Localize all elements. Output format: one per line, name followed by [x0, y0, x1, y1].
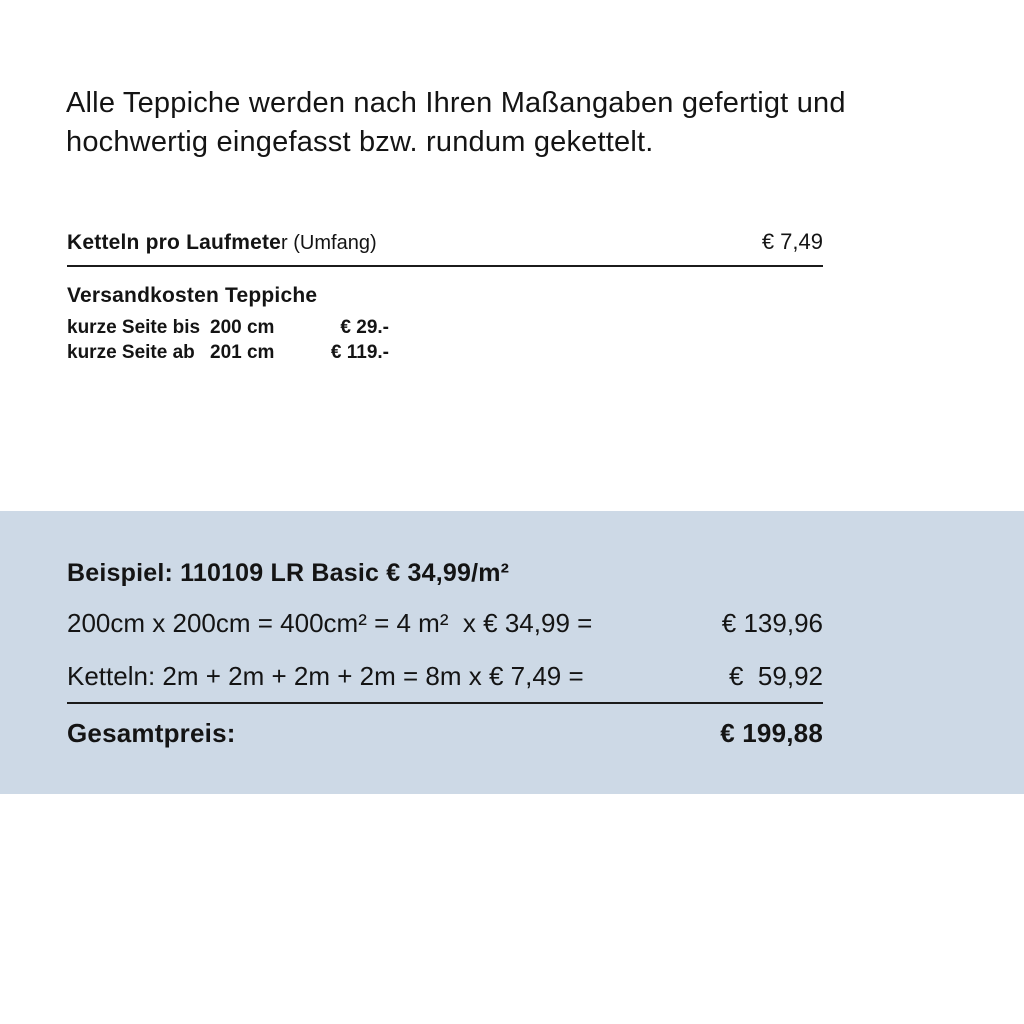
- versand-row-label: kurze Seite bis: [67, 317, 201, 338]
- versand-row-size: 200 cm: [210, 317, 275, 338]
- beispiel-content: [67, 511, 823, 749]
- versand-row-price: € 29.-: [340, 317, 389, 338]
- total-divider: [67, 702, 823, 704]
- versandkosten-section: [67, 283, 823, 365]
- ketteln-label-bold: Ketteln pro Laufmete: [67, 231, 282, 254]
- versand-row-label: kurze Seite ab: [67, 342, 195, 363]
- beispiel-title: Beispiel: 110109 LR Basic € 34,99/m²: [67, 559, 510, 587]
- intro-text: [66, 84, 846, 162]
- intro-line-2: hochwertig eingefasst bzw. rundum gekettelt.: [66, 126, 654, 158]
- versandkosten-title: Versandkosten Teppiche: [67, 284, 318, 307]
- total-row: [67, 718, 823, 749]
- ketteln-price-row: [67, 229, 823, 255]
- calc-value-area: € 139,96: [721, 608, 823, 638]
- calc-formula-area: 200cm x 200cm = 400cm² = 4 m² x € 34,99 =: [67, 608, 593, 638]
- total-value: € 199,88: [720, 718, 823, 748]
- beispiel-box: [0, 511, 1024, 794]
- calc-row-area: [67, 608, 823, 639]
- versand-row-price: € 119.-: [330, 342, 389, 363]
- calc-value-ketteln: € 59,92: [729, 661, 823, 691]
- intro-line-1: Alle Teppiche werden nach Ihren Maßangaben gefertigt und: [66, 87, 846, 119]
- ketteln-price: € 7,49: [761, 229, 823, 254]
- calc-row-ketteln: [67, 661, 823, 692]
- versand-row-size: 201 cm: [210, 342, 275, 363]
- versandkosten-table: [67, 315, 823, 365]
- calc-formula-ketteln: Ketteln: 2m + 2m + 2m + 2m = 8m x € 7,49 =: [67, 661, 584, 691]
- ketteln-label-note: r (Umfang): [281, 232, 377, 254]
- ketteln-divider: [67, 265, 823, 267]
- ketteln-label: [67, 231, 377, 255]
- total-label: Gesamtpreis:: [67, 718, 236, 748]
